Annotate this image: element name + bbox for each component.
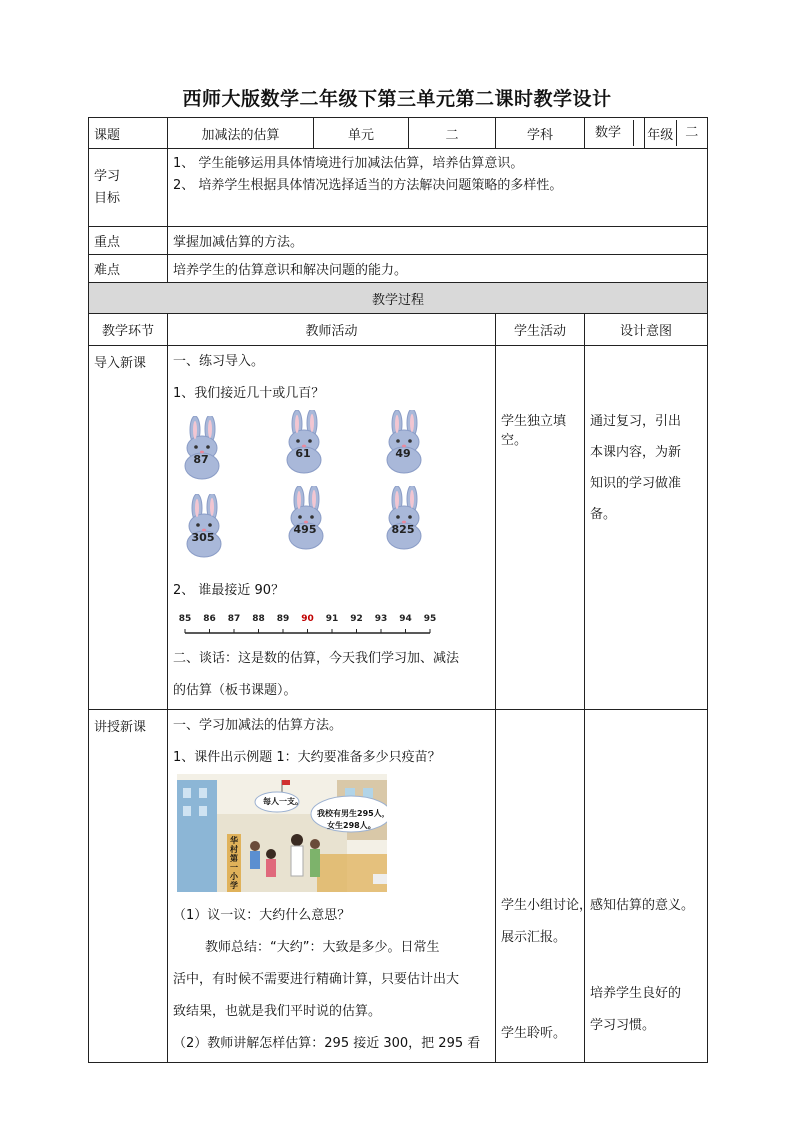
school-sign-char: 小 [230,872,238,881]
intro-line-4: 二、谈话：这是数的估算，今天我们学习加、减法 [173,651,460,666]
objectives-label [89,149,168,227]
number-line-label-94: 94 [399,614,412,624]
topic-value: 加减法的估算 [168,118,314,149]
column-stage: 教学环节 [89,314,168,346]
process-heading-row [89,283,708,314]
rabbit-number: 61 [295,447,311,460]
lecture-intent-3: 学习习惯。 [590,1018,656,1033]
grade-value: 二 [676,120,708,146]
lecture-line-6: 致结果，也就是我们平时说的估算。 [173,1004,382,1019]
rabbit-87 [179,416,227,480]
key-point-text: 掌握加减估算的方法。 [168,227,708,255]
rabbit-group [173,410,490,575]
intro-intent [585,346,708,710]
school-sign-char: 华 [230,836,238,845]
intro-teacher [168,346,496,710]
lecture-intent-1: 感知估算的意义。 [590,898,695,913]
rabbit-icon [381,486,429,550]
number-line-label-85: 85 [178,614,192,624]
objectives-content [168,149,708,227]
difficulty-row [89,255,708,283]
process-columns-row [89,314,708,346]
rabbit-icon [381,410,429,474]
number-line-label-88: 88 [252,614,265,624]
number-line [173,607,490,643]
rabbit-icon [283,486,331,550]
objectives-row [89,149,708,227]
objectives-label-1: 学习 [94,168,121,184]
unit-value: 二 [409,118,496,149]
page-title: 西师大版数学二年级下第三单元第二课时教学设计 [182,88,612,110]
topic-label: 课题 [89,118,168,149]
school-sign-char: 村 [230,845,238,854]
intro-intent-3: 知识的学习做准 [590,476,682,491]
key-point-label: 重点 [89,227,168,255]
rabbit-61 [281,410,329,474]
column-teacher: 教师活动 [168,314,496,346]
column-student: 学生活动 [496,314,585,346]
school-sign-char: 一 [230,863,238,872]
intro-line-3: 2、 谁最接近 90？ [173,583,285,598]
lecture-teacher [168,710,496,1063]
school-scene-image [177,774,387,892]
number-line-label-86: 86 [203,614,216,624]
lecture-intent-2: 培养学生良好的 [590,986,682,1001]
number-line-svg [173,607,443,643]
lecture-line-3: （1）议一议：大约什么意思？ [173,908,351,923]
lecture-student [496,710,593,1063]
rabbit-icon [179,416,227,480]
difficulty-text: 培养学生的估算意识和解决问题的能力。 [168,255,708,283]
column-intent: 设计意图 [585,314,708,346]
number-line-label-95: 95 [423,614,437,624]
number-line-label-90: 90 [301,614,314,624]
rabbit-number: 87 [193,453,209,466]
lecture-line-4: 教师总结：“大约”：大致是多少。日常生 [205,940,440,955]
number-line-label-93: 93 [374,614,388,624]
rabbit-825 [381,486,429,550]
key-point-row [89,227,708,255]
bubble-left-text: 每人一支。 [263,797,303,806]
bubble-right-text-1: 我校有男生295人， [317,809,390,818]
lecture-intent [585,710,708,1063]
lecture-line-7: （2）教师讲解怎样估算：295 接近 300，把 295 看 [173,1036,481,1051]
intro-row [89,346,708,710]
unit-label: 单元 [314,118,409,149]
intro-line-1: 一、练习导入。 [173,354,265,369]
rabbit-495 [283,486,331,550]
lecture-student-2: 展示汇报。 [501,930,567,945]
number-line-label-92: 92 [350,614,363,624]
rabbit-icon [281,410,329,474]
objectives-label-2: 目标 [94,190,121,206]
header-row [89,118,708,149]
objective-item-2: 2、 培养学生根据具体情况选择适当的方法解决问题策略的多样性。 [173,178,563,193]
intro-intent-4: 备。 [590,507,617,522]
grade-cell [645,118,708,149]
rabbit-number: 49 [395,447,411,460]
process-heading: 教学过程 [89,283,708,314]
number-line-label-89: 89 [276,614,290,624]
lecture-line-2: 1、课件出示例题 1：大约要准备多少只疫苗？ [173,750,441,765]
rabbit-49 [381,410,429,474]
lecture-row [89,710,708,1063]
bubble-right-text-2: 女生298人。 [327,821,376,830]
school-sign-char: 第 [230,854,238,863]
rabbit-number: 825 [391,523,415,536]
rabbit-number: 495 [293,523,317,536]
intro-intent-1: 通过复习，引出 [590,414,682,429]
lecture-student-1: 学生小组讨论， [501,898,593,913]
school-sign [228,836,240,890]
subject-label: 学科 [496,118,585,149]
lecture-student-3: 学生聆听。 [501,1026,567,1041]
subject-value-text: 数学 [594,125,621,141]
intro-line-5: 的估算（板书课题）。 [173,683,297,698]
example-illustration [177,774,390,892]
grade-label: 年级 [647,127,674,143]
number-line-label-91: 91 [325,614,339,624]
intro-intent-2: 本课内容，为新 [590,445,682,460]
subject-value [585,118,645,149]
lecture-stage: 讲授新课 [89,710,168,1063]
objective-item-1: 1、 学生能够运用具体情境进行加减法估算，培养估算意识。 [173,156,524,171]
intro-student: 学生独立填空。 [496,346,585,710]
rabbit-icon [181,494,229,558]
rabbit-number: 305 [191,531,215,544]
intro-stage: 导入新课 [89,346,168,710]
rabbit-305 [181,494,229,558]
lecture-line-1: 一、学习加减法的估算方法。 [173,718,343,733]
lesson-plan-table [88,117,708,1063]
school-sign-char: 学 [230,881,238,890]
intro-line-2: 1、我们接近几十或几百？ [173,386,325,401]
lecture-line-5: 活中，有时候不需要进行精确计算，只要估计出大 [173,972,460,987]
difficulty-label: 难点 [89,255,168,283]
number-line-label-87: 87 [227,614,241,624]
